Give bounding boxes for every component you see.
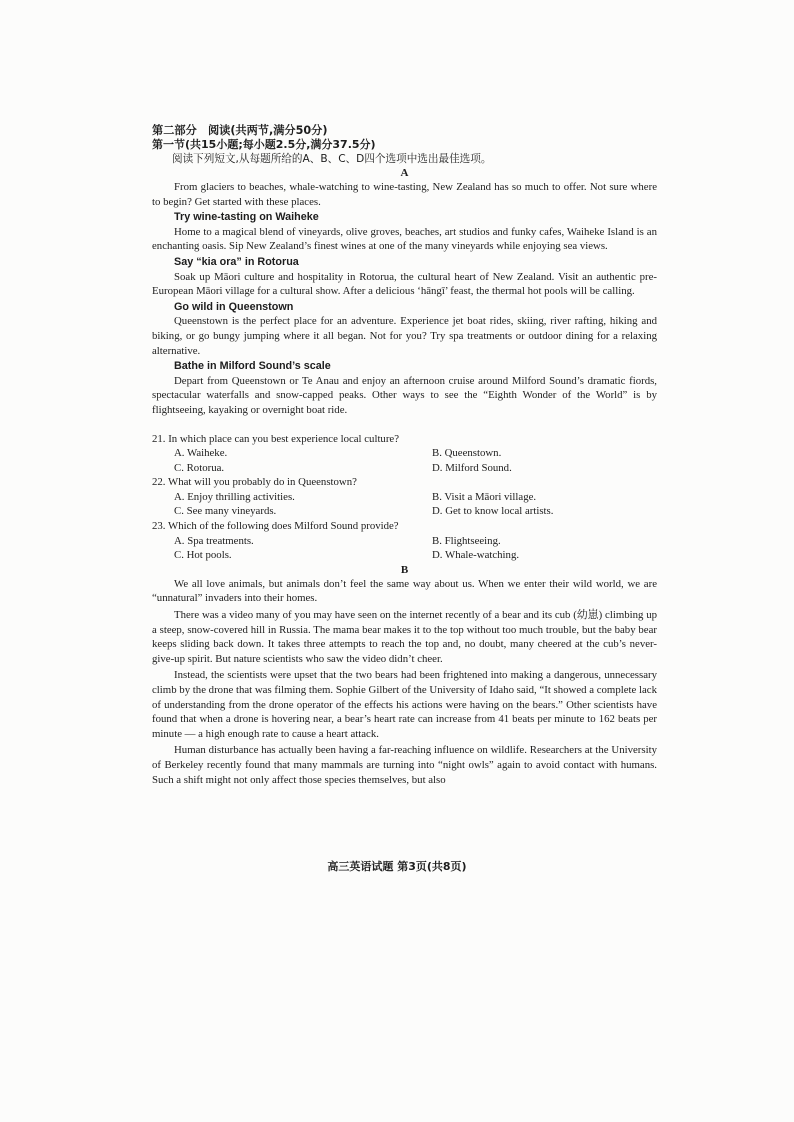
- section-body-queenstown: Queenstown is the perfect place for an adventure. Experience jet boat rides, skiing, river rafting, hiking and biking, or go bungy jumping where it all began. Not for you? Try spa treatments or outdoor dining for a relaxing alternative.: [152, 315, 657, 357]
- option-a: A. Spa treatments.: [174, 534, 254, 547]
- passage-a-letter: A: [400, 167, 409, 179]
- passage-b-letter: B: [400, 563, 409, 576]
- option-b: B. Flightseeing.: [432, 534, 501, 547]
- question-options: [152, 490, 657, 519]
- section-body-waiheke: Home to a magical blend of vineyards, olive groves, beaches, art studios and funky cafes, Waiheke Island is an enchanting oasis. Sip New Zealand’s finest wines at one of the many vineyards while enjoying sea views.: [152, 225, 657, 253]
- option-d: D. Whale-watching.: [432, 549, 520, 562]
- page-content: [152, 124, 657, 787]
- section-title-milford: Bathe in Milford Sound’s scale: [174, 360, 331, 373]
- question-options: [152, 446, 657, 475]
- section-heading: 第一节(共15小题;每小题2.5分,满分37.5分): [152, 138, 376, 151]
- question-options: [152, 534, 657, 563]
- passage-b-paragraph-1: We all love animals, but animals don’t feel the same way about us. When we enter their wild world, we are “unnatural” invaders into their homes.: [152, 577, 657, 605]
- option-c: C. See many vineyards.: [174, 505, 277, 518]
- question-stem: 23. Which of the following does Milford Sound provide?: [152, 520, 399, 533]
- section-body-milford: Depart from Queenstown or Te Anau and enjoy an afternoon cruise around Milford Sound’s dramatic fiords, spectacular waterfalls and snow-capped peaks. Other ways to see the “Eighth Wonder of the World” is by flightseeing, kayaking or overnight boat ride.: [152, 374, 657, 416]
- instruction-text: 阅读下列短文,从每题所给的A、B、C、D四个选项中选出最佳选项。: [172, 153, 492, 165]
- option-c: C. Rotorua.: [174, 461, 225, 474]
- passage-b-paragraph-4: Human disturbance has actually been having a far-reaching influence on wildlife. Researchers at the University of Berkeley recently found that many mammals are turning into “night owls” again to avoid contact with humans. Such a shift might not only affect those species themselves, but also: [152, 744, 657, 786]
- passage-b-paragraph-3: Instead, the scientists were upset that the two bears had been frightened into making a dangerous, unnecessary climb by the drone that was filming them. Sophie Gilbert of the University of Idaho said, “It showed a complete lack of understanding from the drone operator of the effects his actions were having on the bears.” Other scientists have found that when a drone is hovering near, a bear’s heart rate can increase from 41 beats per minute to 162 beats per minute — a high enough rate to cause a heart attack.: [152, 669, 657, 740]
- passage-a-intro: From glaciers to beaches, whale-watching to wine-tasting, New Zealand has so much to offer. Not sure where to begin? Get started with these places.: [152, 181, 657, 208]
- section-title-queenstown: Go wild in Queenstown: [174, 300, 294, 313]
- section-title-rotorua: Say “kia ora” in Rotorua: [174, 255, 299, 268]
- passage-b-paragraph-2: There was a video many of you may have seen on the internet recently of a bear and its cub (幼崽) climbing up a steep, snow-covered hill in Russia. The mama bear makes it to the top without too much trouble, but the baby bear keeps sliding back down. It takes three attempts to reach the top and, no doubt, many cheered at the cub’s never-give-up spirit. But nature scientists who saw the video didn’t cheer.: [152, 609, 657, 665]
- section-body-rotorua: Soak up Māori culture and hospitality in Rotorua, the cultural heart of New Zealand. Visit an authentic pre-European Māori village for a cultural show. After a delicious ‘hāngī’ feast, the thermal hot pools will be calling.: [152, 270, 657, 298]
- question-21: [152, 432, 657, 476]
- question-23: [152, 519, 657, 563]
- option-a: A. Waiheke.: [174, 447, 228, 460]
- part-heading: 第二部分 阅读(共两节,满分50分): [152, 124, 328, 137]
- option-b: B. Visit a Māori village.: [432, 490, 537, 503]
- question-22: [152, 475, 657, 519]
- question-stem: 21. In which place can you best experience local culture?: [152, 432, 400, 445]
- option-d: D. Milford Sound.: [432, 461, 512, 474]
- option-a: A. Enjoy thrilling activities.: [174, 490, 295, 503]
- option-c: C. Hot pools.: [174, 549, 232, 562]
- page-footer: 高三英语试题 第3页(共8页): [327, 860, 467, 873]
- spacer: [152, 418, 657, 432]
- option-b: B. Queenstown.: [432, 447, 502, 460]
- option-d: D. Get to know local artists.: [432, 505, 554, 518]
- section-title-waiheke: Try wine-tasting on Waiheke: [174, 211, 319, 224]
- question-stem: 22. What will you probably do in Queenstown?: [152, 476, 357, 489]
